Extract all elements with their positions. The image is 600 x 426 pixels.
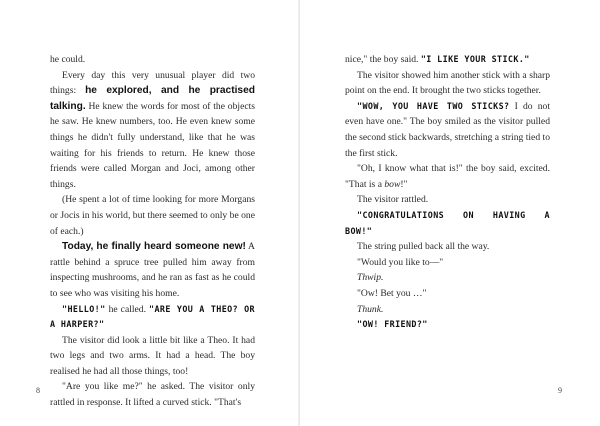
pixel-dialogue: "ARE YOU A THEO? OR A HARPER?" — [50, 303, 255, 330]
text-run: "Would you like to—" — [357, 256, 444, 268]
paragraph — [345, 68, 550, 99]
text-run: He knew the words for most of the objects he saw. He knew numbers, too. He even knew some things he didn't fully understand, like that he was waiting for his friends to return. He knew those friends were called Morgan and Joci, among other things. — [50, 100, 255, 190]
page-number: 8 — [36, 386, 40, 395]
paragraph — [345, 270, 550, 286]
page-number: 9 — [558, 386, 562, 395]
text-run: The visitor showed him another stick with a sharp point on the end. It brought the two sticks together. — [345, 69, 550, 97]
left-page-text — [50, 52, 255, 411]
italic-text: bow — [384, 178, 401, 190]
text-run: The visitor rattled. — [357, 194, 429, 206]
paragraph — [345, 317, 550, 333]
italic-text: Thunk. — [357, 303, 384, 315]
paragraph — [50, 192, 255, 239]
right-page — [300, 0, 600, 426]
italic-text: Thwip. — [357, 272, 384, 284]
paragraph — [345, 239, 550, 255]
paragraph — [345, 224, 550, 240]
text-run: (He spent a lot of time looking for more Morgans or Jocis in his world, but there seemed to only be one of each.) — [50, 194, 255, 237]
text-run: nice," the boy said. — [345, 54, 421, 65]
paragraph — [50, 52, 255, 68]
paragraph — [345, 99, 550, 161]
paragraph — [50, 239, 255, 301]
pixel-dialogue: "WOW, YOU HAVE TWO STICKS? — [357, 100, 510, 111]
text-run: A rattle behind a spruce tree pulled him away from inspecting mushrooms, and he ran as fast as he could to see who was visiting his home. — [50, 241, 255, 299]
text-run: Every day this very unusual player did two things: — [50, 69, 255, 97]
paragraph — [345, 52, 550, 68]
text-run: The visitor did look a little bit like a Theo. It had two legs and two arms. It had a head. The boy realised he had all those things, too! — [50, 334, 255, 377]
paragraph — [345, 255, 550, 271]
text-run: I do not even have one." The boy smiled as the visitor pulled the second stick backwards, stretching a string tied to the first stick. — [345, 100, 550, 159]
text-run: "Ow! Bet you …" — [357, 287, 427, 299]
text-run: The string pulled back all the way. — [357, 241, 490, 253]
text-run: he could. — [50, 54, 86, 65]
paragraph — [345, 192, 550, 208]
paragraph — [345, 286, 550, 302]
pixel-dialogue: "HELLO!" — [62, 303, 106, 314]
text-run: !" — [400, 178, 408, 190]
text-run: "Are you like me?" he asked. The visitor only rattled in response. It lifted a curved stick. "That's — [50, 381, 255, 409]
left-page — [0, 0, 299, 426]
emphasis-text: Today, he finally heard someone new! — [62, 241, 246, 253]
paragraph — [50, 302, 255, 333]
emphasis-text: he explored, and he practised talking. — [50, 85, 255, 112]
pixel-dialogue: "CONGRATULATIONS ON HAVING A — [357, 209, 550, 220]
paragraph — [50, 333, 255, 380]
pixel-dialogue: "OW! FRIEND?" — [357, 319, 428, 330]
paragraph — [50, 379, 255, 410]
text-run: he called. — [105, 303, 150, 315]
pixel-dialogue: BOW!" — [345, 225, 373, 236]
paragraph — [345, 208, 550, 224]
right-page-text — [345, 52, 550, 333]
paragraph — [345, 302, 550, 318]
paragraph — [50, 68, 255, 193]
paragraph — [345, 161, 550, 192]
pixel-dialogue: "I LIKE YOUR STICK." — [420, 54, 530, 64]
text-run: "Oh, I know what that is!" the boy said, excited. "That is a — [345, 163, 550, 190]
